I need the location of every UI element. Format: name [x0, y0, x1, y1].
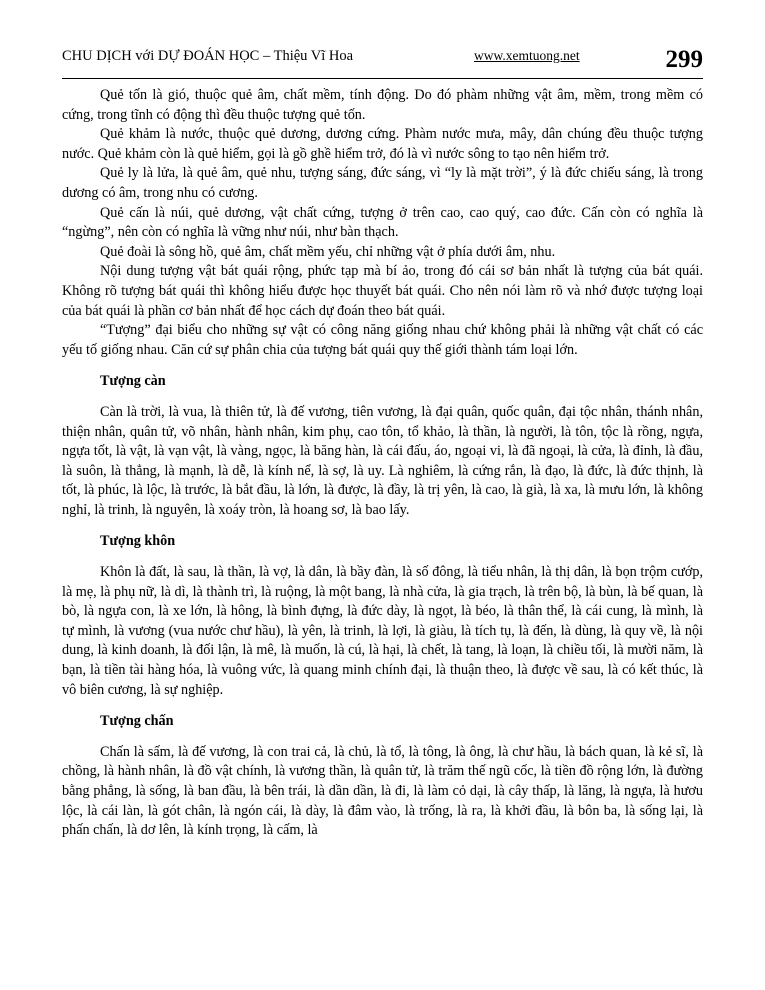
- intro-paragraph-tuong: “Tượng” đại biểu cho những sự vật có công năng giống nhau chứ không phải là những vật chất có các yếu tố giống nhau. Căn cứ sự phân chia của tượng bát quái quy thế giới thành tám loại lớn.: [62, 322, 703, 358]
- page-header: [62, 42, 703, 79]
- intro-paragraph-content: Nội dung tượng vật bát quái rộng, phức tạp mà bí ảo, trong đó cái sơ bản nhất là tượng của bát quái. Không rõ tượng bát quái thì không hiểu được học thuyết bát quái. Cho nên nói làm rõ và nhớ được tượng loại của bát quái là phần cơ bản nhất để học cách dự đoán theo bát quái.: [62, 263, 703, 319]
- section-heading-tuong-chan: Tượng chấn: [100, 713, 174, 730]
- page-body: [62, 86, 703, 841]
- book-title: CHU DỊCH với DỰ ĐOÁN HỌC – Thiệu Vĩ Hoa: [62, 48, 354, 64]
- section-heading-tuong-can: Tượng càn: [100, 373, 166, 390]
- intro-paragraph-can-mountain: Quẻ cấn là núi, quẻ dương, vật chất cứng, tượng ở trên cao, cao quý, cao đức. Cấn còn có nghĩa là “ngừng”, nên còn có nghĩa là vững như núi, như bàn thạch.: [62, 204, 703, 241]
- intro-paragraph-ly: Quẻ ly là lửa, là quẻ âm, quẻ nhu, tượng sáng, đức sáng, vì “ly là mặt trời”, ý là đức chiếu sáng, là trong dương có âm, trong nhu có cương.: [62, 165, 703, 201]
- intro-paragraph-doai: Quẻ đoài là sông hồ, quẻ âm, chất mềm yếu, chỉ những vật ở phía dưới âm, nhu.: [100, 243, 556, 260]
- section-text-tuong-chan: Chấn là sấm, là đế vương, là con trai cả, là chủ, là tổ, là tông, là ông, là chư hầu, là bách quan, là kẻ sĩ, là chồng, là hành nhân, là đồ vật chính, là vương thần, là quân tử, là trăm thế ngũ cốc, là tiền đồ rộng lớn, là đường bằng phẳng, là sống, là ban đầu, là bên trái, là dần dần, là đi, là làm cỏ dại, là cây thấp, là lăng, là ngựa, là hươu lộc, là cái làn, là gót chân, là ngón cái, là dày, là đâm vào, là trống, là ra, là khởi đầu, là bôn ba, là sống lại, là phấn chấn, là dơ lên, là kính trọng, là cấm, là: [62, 743, 703, 839]
- section-text-tuong-can: Càn là trời, là vua, là thiên tử, là đế vương, tiên vương, là đại quân, quốc quân, đại tộc nhân, thánh nhân, thiện nhân, quân tử, võ nhân, hành nhân, kim phụ, cao tôn, tổ khảo, là thần, là người, là tôn, tộc là rồng, ngựa, ngựa tốt, là vật, là vạn vật, là vàng, ngọc, là băng hàn, là cái đấu, áo, ngoại vi, là đã ngoại, là cửa, là đỉnh, là đầu, là suôn, là thẳng, là mạnh, là dễ, là kính nể, là sợ, là uy. Là nghiêm, là cứng rắn, là đạo, là đức, là đức thịnh, là tốt, là phúc, là lộc, là trước, là bắt đầu, là lớn, là được, là đầy, là trị yên, là cao, là già, là xa, là mưu lớn, là không nghỉ, là trinh, là nguyên, là xoáy tròn, là hoang sơ, là bao lấy.: [62, 403, 703, 518]
- section-heading-tuong-khon: Tượng khôn: [100, 533, 176, 550]
- page-number: 299: [665, 46, 703, 73]
- website-link[interactable]: www.xemtuong.net: [474, 48, 580, 63]
- intro-paragraph-ton: Quẻ tốn là gió, thuộc quẻ âm, chất mềm, tính động. Do đó phàm những vật âm, mềm, trong mềm có cứng, trong tĩnh có động thì đều thuộc tượng quẻ tốn.: [62, 87, 703, 123]
- section-text-tuong-khon: Khôn là đất, là sau, là thần, là vợ, là dân, là bầy đàn, là số đông, là tiểu nhân, là thị dân, là bọn trộm cướp, là mẹ, là phụ nữ, là dì, là thành trì, là ruộng, là một bang, là nhà cửa, là gia trạch, là trên bộ, là bùn, là bế quan, là bò, là ngựa con, là xe lớn, là hông, là bình đựng, là đức dày, là ngọt, là béo, là thân thể, là cái cung, là mình, là tự mình, là vương (vua nước chư hầu), là yên, là trinh, là lợi, là giàu, là tích tụ, là đến, là dùng, là quy về, là nội dung, là kinh doanh, là đối lận, là mê, là muốn, là cú, là hại, là chết, là tang, là loạn, là chiều tối, là mười năm, là bạn, là tiền tài hàng hóa, là vuông vức, là quang minh chính đại, là thuận theo, là được về sau, là có kết thúc, là vô biên cương, là sự nghiệp.: [62, 564, 704, 698]
- intro-paragraph-kham: Quẻ khảm là nước, thuộc quẻ dương, dương cứng. Phàm nước mưa, mây, dân chúng đều thuộc tượng nước. Quẻ khảm còn là quẻ hiểm, gọi là gồ ghề hiểm trở, đó là vì nước sông to tạo nên hiểm trở.: [62, 126, 703, 162]
